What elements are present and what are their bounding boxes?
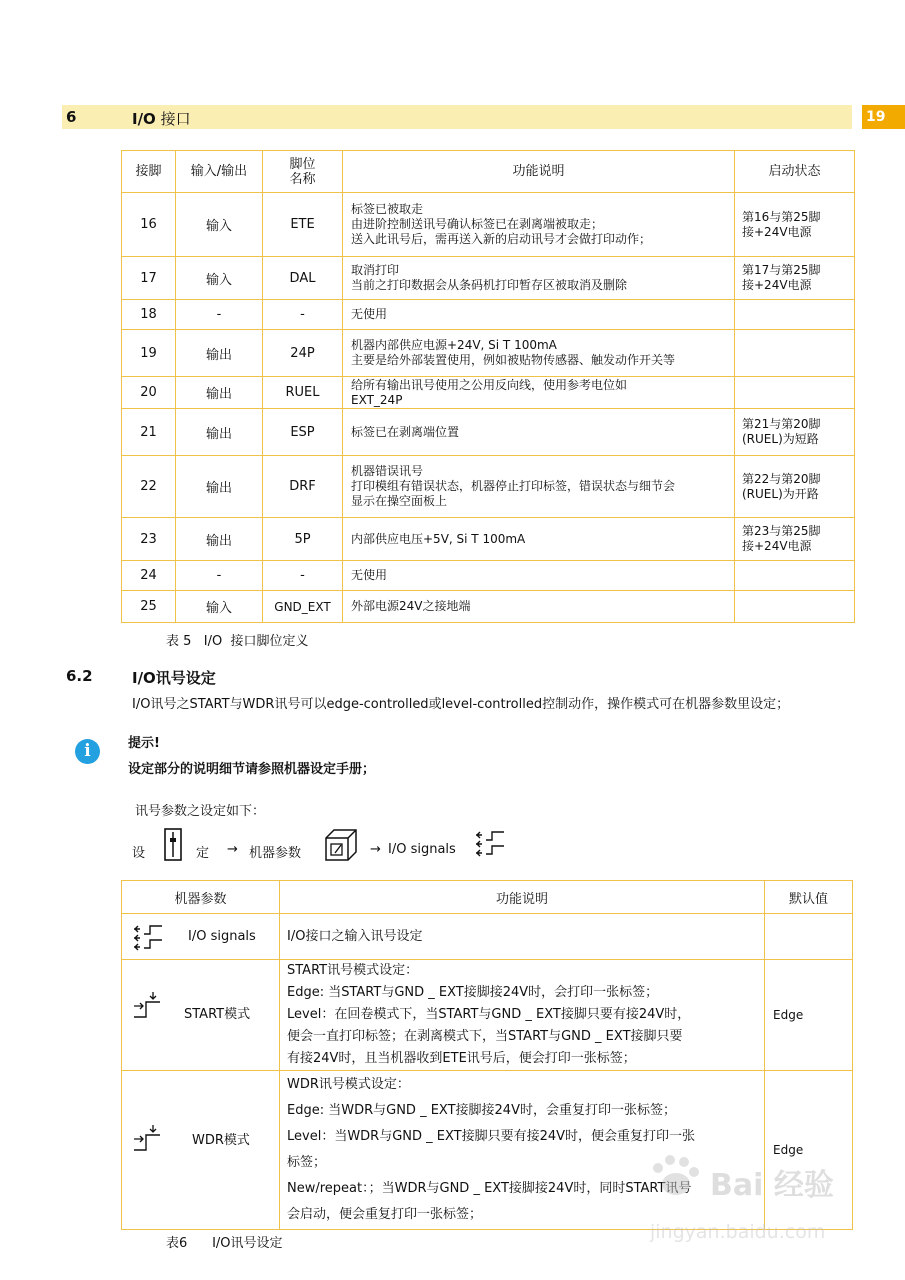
pin-name: ESP xyxy=(263,409,343,456)
param-cell xyxy=(122,960,280,1071)
param-default: Edge xyxy=(765,1071,853,1230)
pin-number: 17 xyxy=(122,257,176,300)
pin-name: - xyxy=(263,561,343,591)
path-io-signals: I/O signals xyxy=(388,842,456,857)
param-default: Edge xyxy=(765,960,853,1071)
column-header: 默认值 xyxy=(765,881,853,914)
path-machine-param: 机器参数 xyxy=(249,846,302,861)
pin-io: 输入 xyxy=(176,193,263,257)
table-row xyxy=(122,591,855,623)
pin-state xyxy=(735,591,855,623)
table-row xyxy=(122,914,853,960)
pin-io: 输出 xyxy=(176,409,263,456)
path-arrow-1: → xyxy=(227,842,238,857)
pin-description: 标签已在剥离端位置 xyxy=(343,409,735,456)
column-header: 功能说明 xyxy=(343,151,735,193)
pin-description: 无使用 xyxy=(343,300,735,330)
table-row xyxy=(122,330,855,377)
table-row xyxy=(122,456,855,518)
machine-param-icon xyxy=(322,828,358,862)
pin-state: 第23与第25脚 接+24V电源 xyxy=(735,518,855,561)
table-row xyxy=(122,300,855,330)
pin-name: ETE xyxy=(263,193,343,257)
io-signals-icon xyxy=(132,922,166,954)
param-description: WDR讯号模式设定： Edge: 当WDR与GND _ EXT接脚接24V时，会重复打印一张标签； Level：当WDR与GND _ EXT接脚只要有接24V时，便会重复打印一张 标签； New/repeat：；当WDR与GND _ EXT接脚接24V时，同时START讯号 会启动，便会重复打印一张标签； xyxy=(280,1071,765,1230)
pin-state xyxy=(735,377,855,409)
table-row xyxy=(122,257,855,300)
setting-intro: 讯号参数之设定如下： xyxy=(135,804,266,819)
pin-io: 输入 xyxy=(176,257,263,300)
column-header: 机器参数 xyxy=(122,881,280,914)
pin-io: 输出 xyxy=(176,330,263,377)
path-arrow-2: → xyxy=(370,842,381,857)
column-header: 输入/输出 xyxy=(176,151,263,193)
param-cell xyxy=(122,914,280,960)
pin-description: 取消打印 当前之打印数据会从条码机打印暂存区被取消及删除 xyxy=(343,257,735,300)
pin-number: 23 xyxy=(122,518,176,561)
settings-slider-icon xyxy=(162,828,186,862)
pin-io: 输出 xyxy=(176,456,263,518)
path-set-1: 设 xyxy=(132,846,146,861)
pin-number: 19 xyxy=(122,330,176,377)
pin-number: 25 xyxy=(122,591,176,623)
watermark-url: jingyan.baidu.com xyxy=(650,1221,826,1243)
pin-rows xyxy=(122,193,855,623)
param-description: START讯号模式设定： Edge: 当START与GND _ EXT接脚接24V时，会打印一张标签； Level：在回卷模式下，当START与GND _ EXT接脚只要有接24V时， 便会一直打印标签；在剥离模式下，当START与GND _ EXT接脚只要 有接24V时，且当机器收到ETE讯号后，便会打印一张标签； xyxy=(280,960,765,1071)
pin-description: 机器内部供应电源+24V, Si T 100mA 主要是给外部装置使用，例如被贴物传感器、触发动作开关等 xyxy=(343,330,735,377)
chapter-title-text: 接口 xyxy=(155,110,191,128)
table-row xyxy=(122,518,855,561)
pin-name: - xyxy=(263,300,343,330)
param-cell xyxy=(122,1071,280,1230)
pin-name: DRF xyxy=(263,456,343,518)
page-number: 19 xyxy=(862,105,905,129)
pin-state xyxy=(735,561,855,591)
chapter-title-bold: I/O xyxy=(132,110,156,128)
pin-definition-table xyxy=(121,150,855,623)
pin-description: 给所有输出讯号使用之公用反向线，使用参考电位如 EXT_24P xyxy=(343,377,735,409)
pin-number: 18 xyxy=(122,300,176,330)
pin-number: 16 xyxy=(122,193,176,257)
pin-number: 21 xyxy=(122,409,176,456)
param-name: I/O signals xyxy=(188,929,256,944)
column-header: 启动状态 xyxy=(735,151,855,193)
pin-number: 22 xyxy=(122,456,176,518)
param-description: I/O接口之输入讯号设定 xyxy=(280,914,765,960)
pin-name: DAL xyxy=(263,257,343,300)
table-header-row xyxy=(122,151,855,193)
baidu-jingyan-watermark xyxy=(640,1140,850,1250)
param-name: START模式 xyxy=(184,1007,251,1022)
table-header-row xyxy=(122,881,853,914)
io-signals-icon xyxy=(474,828,508,860)
column-header: 脚位 名称 xyxy=(263,151,343,193)
wdr-signal-icon xyxy=(132,1123,162,1153)
info-icon: i xyxy=(75,739,100,764)
chapter-title xyxy=(132,108,191,129)
pin-description: 外部电源24V之接地端 xyxy=(343,591,735,623)
pin-name: RUEL xyxy=(263,377,343,409)
pin-io: 输入 xyxy=(176,591,263,623)
pin-name: GND_EXT xyxy=(263,591,343,623)
table-caption: 表 5 I/O 接口脚位定义 xyxy=(166,634,309,649)
watermark-brand: Bai 经验 xyxy=(710,1168,834,1203)
column-header: 接脚 xyxy=(122,151,176,193)
tip-heading: 提示! xyxy=(128,736,160,751)
pin-io: - xyxy=(176,300,263,330)
pin-description: 无使用 xyxy=(343,561,735,591)
table-row xyxy=(122,377,855,409)
tip-body: 设定部分的说明细节请参照机器设定手册； xyxy=(128,762,376,777)
pin-number: 20 xyxy=(122,377,176,409)
pin-description: 机器错误讯号 打印模组有错误状态，机器停止打印标签，错误状态与细节会 显示在操空面板上 xyxy=(343,456,735,518)
pin-io: 输出 xyxy=(176,377,263,409)
table-row xyxy=(122,960,853,1071)
section-body: I/O讯号之START与WDR讯号可以edge-controlled或level-controlled控制动作，操作模式可在机器参数里设定； xyxy=(132,697,790,712)
pin-name: 5P xyxy=(263,518,343,561)
path-set-2: 定 xyxy=(196,846,210,861)
pin-state: 第22与第20脚 (RUEL)为开路 xyxy=(735,456,855,518)
pin-description: 标签已被取走 由进阶控制送讯号确认标签已在剥离端被取走； 送入此讯号后，需再送入新的启动讯号才会做打印动作； xyxy=(343,193,735,257)
pin-state xyxy=(735,330,855,377)
pin-name: 24P xyxy=(263,330,343,377)
pin-number: 24 xyxy=(122,561,176,591)
table-caption: 表6 I/O讯号设定 xyxy=(166,1236,283,1251)
pin-state: 第16与第25脚 接+24V电源 xyxy=(735,193,855,257)
pin-io: - xyxy=(176,561,263,591)
table-row xyxy=(122,409,855,456)
pin-state xyxy=(735,300,855,330)
pin-state: 第17与第25脚 接+24V电源 xyxy=(735,257,855,300)
param-name: WDR模式 xyxy=(192,1133,250,1148)
pin-state: 第21与第20脚 (RUEL)为短路 xyxy=(735,409,855,456)
pin-io: 输出 xyxy=(176,518,263,561)
param-default xyxy=(765,914,853,960)
section-title: I/O讯号设定 xyxy=(132,669,216,687)
column-header: 功能说明 xyxy=(280,881,765,914)
start-signal-icon xyxy=(132,990,162,1020)
section-number: 6.2 xyxy=(66,667,93,685)
table-row xyxy=(122,193,855,257)
chapter-number: 6 xyxy=(66,108,77,126)
table-row xyxy=(122,561,855,591)
pin-description: 内部供应电压+5V, Si T 100mA xyxy=(343,518,735,561)
